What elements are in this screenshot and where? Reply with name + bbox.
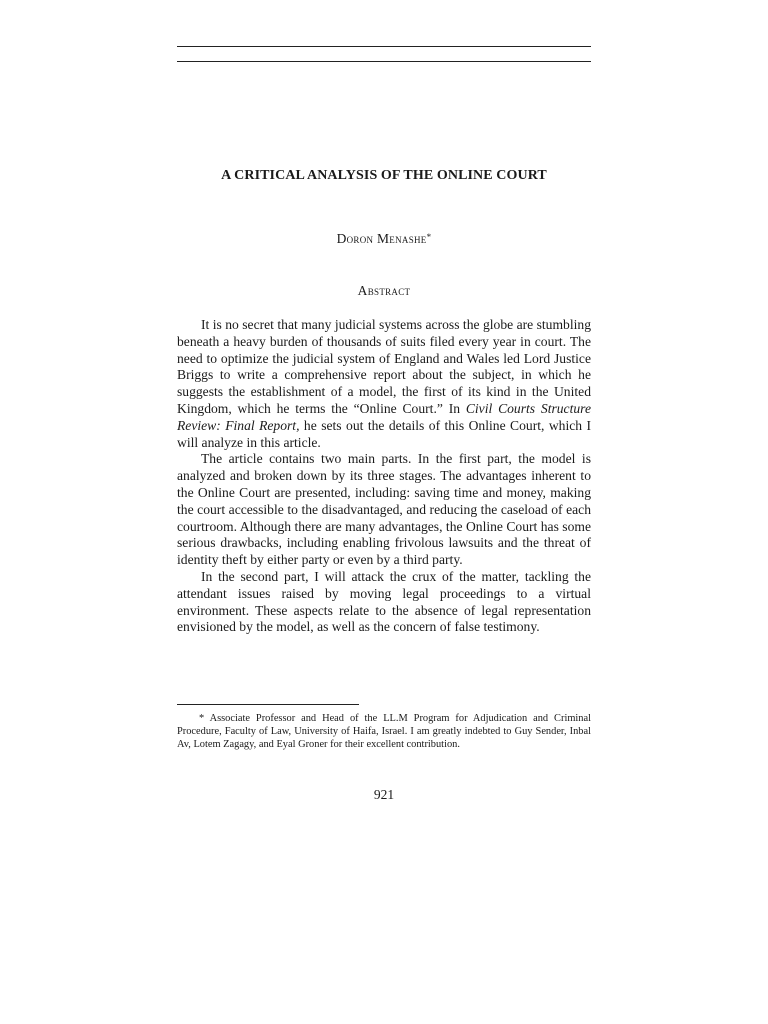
abstract-paragraph-3: In the second part, I will attack the crux of the matter, tackling the attendant issues raised by moving legal proceedings to a virtual environment. These aspects relate to the absence of legal representation envisioned by the model, as well as the concern of false testimony. — [177, 568, 591, 635]
article-title: A CRITICAL ANALYSIS OF THE ONLINE COURT — [221, 168, 547, 183]
abstract-body — [177, 317, 591, 636]
author-line — [177, 231, 591, 247]
paragraph-1-text-b: he sets out the details of this Online Court, which I will analyze in this article. — [177, 417, 592, 450]
author-footnote-marker: * — [426, 232, 432, 242]
page-number: 921 — [373, 787, 395, 802]
paragraph-1-text-a: It is no secret that many judicial systems across the globe are stumbling beneath a heavy burden of thousands of suits filed every year in court. The need to optimize the judicial system of England and Wales led Lord Justice Briggs to write a comprehensive report about the subject, in which he suggests the establishment of a model, the first of its kind in the United Kingdom, which he terms the “Online Court.” In — [177, 317, 591, 416]
abstract-paragraph-2: The article contains two main parts. In the first part, the model is analyzed and broken down by its three stages. The advantages inherent to the Online Court are presented, including: saving time and money, making the court accessible to the disadvantaged, and reducing the caseload of each courtroom. Although there are many advantages, the Online Court has some serious drawbacks, including enabling frivolous lawsuits and the threat of identity theft by either party or even by a third party. — [177, 451, 591, 568]
abstract-heading: Abstract — [357, 283, 411, 298]
header-rule-bottom — [177, 61, 591, 62]
footnote-rule — [177, 704, 359, 705]
author-name: Doron Menashe — [336, 231, 427, 246]
author-footnote: * Associate Professor and Head of the LL.M Program for Adjudication and Criminal Procedure, Faculty of Law, University of Haifa, Israel. I am greatly indebted to Guy Sender, Inbal Av, Lotem Zagagy, and Eyal Groner for their excellent contribution. — [177, 713, 591, 750]
abstract-paragraph-1 — [177, 317, 591, 451]
report-title-italic: Civil Courts Structure Review: Final Report, — [177, 400, 591, 433]
header-rule-top — [177, 46, 591, 47]
